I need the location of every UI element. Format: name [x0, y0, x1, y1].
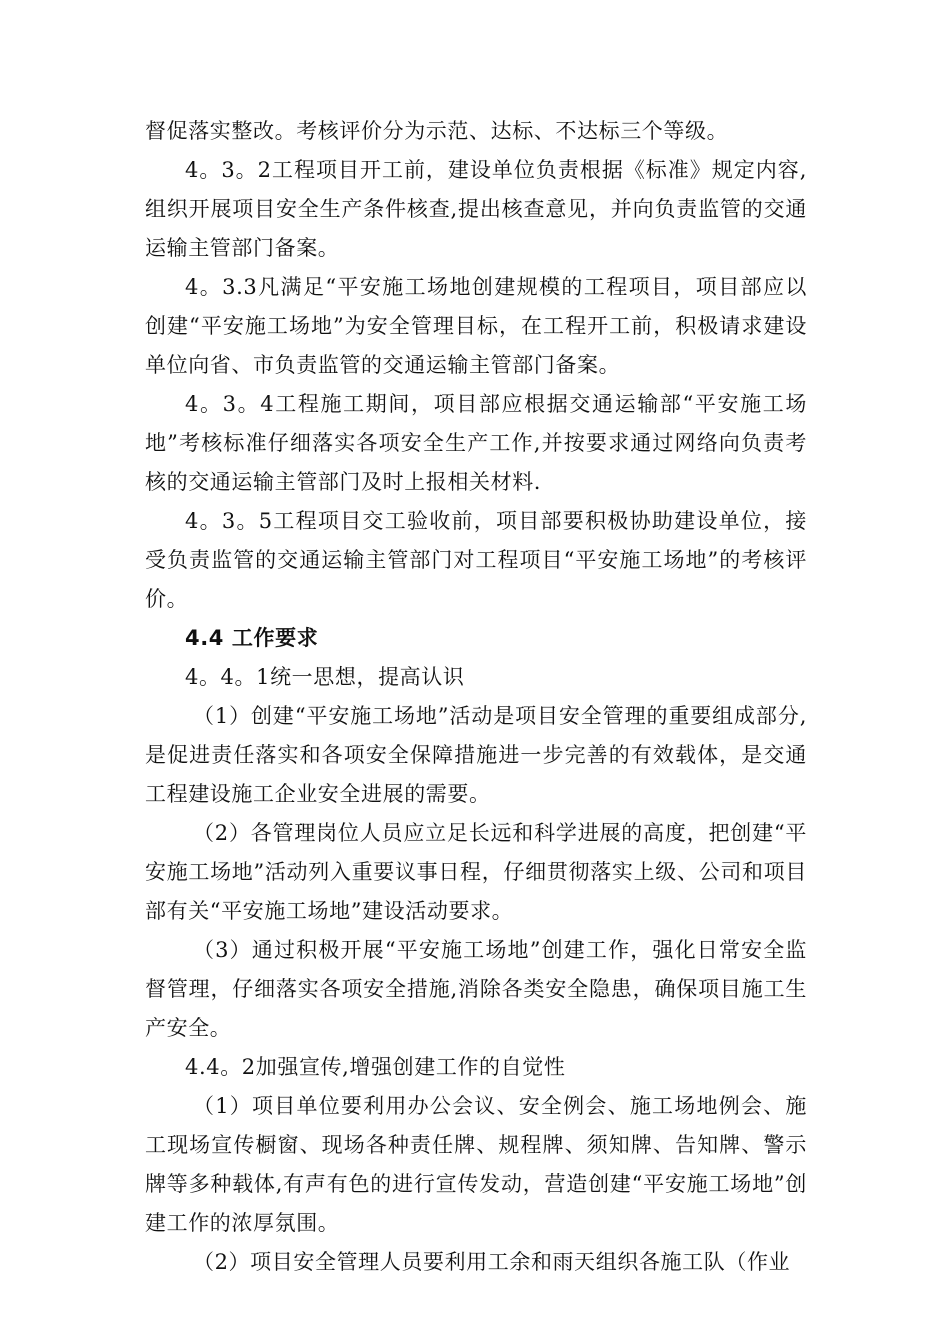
- paragraph-4-3-4: 4。3。4工程施工期间，项目部应根据交通运输部“平安施工场地”考核标准仔细落实各项安全生产工作,并按要求通过网络向负责考核的交通运输主管部门及时上报相关材料.: [145, 392, 807, 494]
- paragraph-4-3-5: 4。3。5工程项目交工验收前，项目部要积极协助建设单位，接受负责监管的交通运输主管部门对工程项目“平安施工场地”的考核评价。: [145, 509, 807, 611]
- paragraph-item-2: （2）各管理岗位人员应立足长远和科学进展的高度，把创建“平安施工场地”活动列入重要议事日程，仔细贯彻落实上级、公司和项目部有关“平安施工场地”建设活动要求。: [145, 821, 807, 923]
- paragraph-4-3-2: 4。3。2工程项目开工前，建设单位负责根据《标准》规定内容,组织开展项目安全生产条件核查,提出核查意见，并向负责监管的交通运输主管部门备案。: [145, 158, 807, 260]
- document-body: [145, 112, 807, 1282]
- paragraph-item-3: （3）通过积极开展“平安施工场地”创建工作，强化日常安全监督管理，仔细落实各项安全措施,消除各类安全隐患，确保项目施工生产安全。: [145, 938, 807, 1040]
- section-heading-4-4: 4.4 工作要求: [185, 626, 319, 650]
- paragraph-item-1b: （1）项目单位要利用办公会议、安全例会、施工场地例会、施工现场宣传橱窗、现场各种责任牌、规程牌、须知牌、告知牌、警示牌等多种载体,有声有色的进行宣传发动，营造创建“平安施工场地”创建工作的浓厚氛围。: [145, 1094, 807, 1235]
- paragraph-item-1: （1）创建“平安施工场地”活动是项目安全管理的重要组成部分,是促进责任落实和各项安全保障措施进一步完善的有效载体，是交通工程建设施工企业安全进展的需要。: [145, 704, 807, 806]
- paragraph-item-2b: （2）项目安全管理人员要利用工余和雨天组织各施工队（作业: [193, 1250, 791, 1274]
- subheading-4-4-2: 4.4。2加强宣传,增强创建工作的自觉性: [185, 1055, 566, 1079]
- subheading-4-4-1: 4。4。1统一思想，提高认识: [185, 665, 465, 689]
- paragraph-4-3-3: 4。3.3凡满足“平安施工场地创建规模的工程项目，项目部应以创建“平安施工场地”为安全管理目标，在工程开工前，积极请求建设单位向省、市负责监管的交通运输主管部门备案。: [145, 275, 807, 377]
- paragraph-continuation: 督促落实整改。考核评价分为示范、达标、不达标三个等级。: [145, 119, 729, 143]
